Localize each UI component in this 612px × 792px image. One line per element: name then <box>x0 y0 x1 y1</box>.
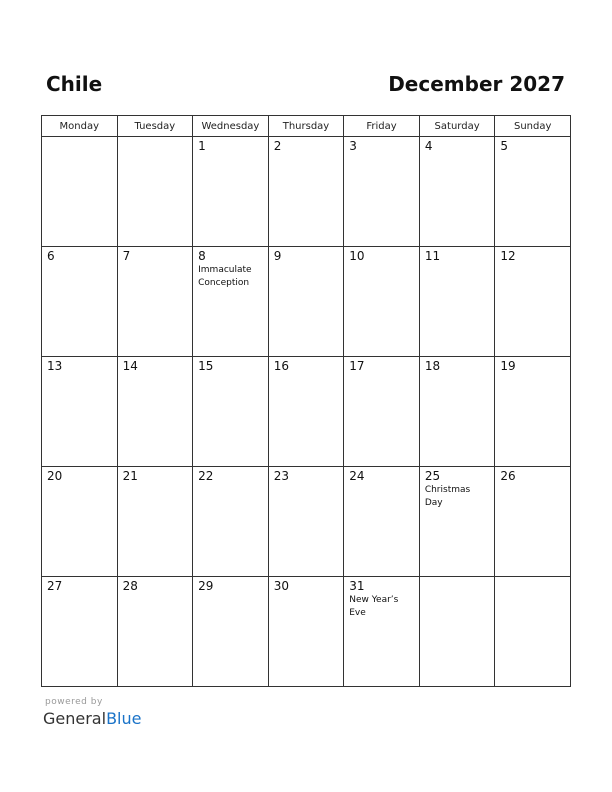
day-number: 5 <box>500 139 509 153</box>
day-cell <box>193 577 269 687</box>
day-number: 1 <box>198 139 206 153</box>
holiday-label: Christmas Day <box>424 485 471 508</box>
day-number: 11 <box>424 249 441 263</box>
powered-by-text: powered by <box>45 697 103 707</box>
day-number: 3 <box>349 139 357 153</box>
week-row <box>42 247 571 357</box>
day-number: 28 <box>122 579 138 593</box>
weekday-sunday: Sunday <box>495 116 571 137</box>
day-cell <box>268 357 344 467</box>
day-number: 14 <box>122 359 138 373</box>
weekday-header-row <box>42 116 571 137</box>
weekday-wednesday: Wednesday <box>193 116 269 137</box>
day-cell <box>268 467 344 577</box>
day-cell <box>193 247 269 357</box>
day-number: 8 <box>198 249 206 263</box>
day-cell <box>344 247 420 357</box>
weekday-thursday: Thursday <box>268 116 344 137</box>
day-number: 13 <box>47 359 63 373</box>
day-cell <box>495 357 571 467</box>
day-number: 19 <box>500 359 516 373</box>
day-number: 22 <box>198 469 214 483</box>
weekday-friday: Friday <box>344 116 420 137</box>
day-number: 26 <box>500 469 516 483</box>
day-number: 21 <box>122 469 138 483</box>
day-number: 10 <box>349 249 365 263</box>
day-number: 20 <box>47 469 63 483</box>
day-cell <box>117 137 193 247</box>
day-cell <box>42 577 118 687</box>
day-number: 16 <box>273 359 289 373</box>
holiday-label: Immaculate Conception <box>198 265 252 288</box>
day-number: 6 <box>47 249 55 263</box>
day-cell <box>193 467 269 577</box>
day-number: 12 <box>500 249 516 263</box>
day-cell <box>344 137 420 247</box>
day-cell <box>419 577 495 687</box>
weekday-saturday: Saturday <box>419 116 495 137</box>
day-cell <box>419 467 495 577</box>
day-cell <box>117 357 193 467</box>
day-cell <box>344 467 420 577</box>
day-cell <box>42 247 118 357</box>
day-number: 23 <box>273 469 289 483</box>
day-number: 15 <box>198 359 214 373</box>
day-number: 27 <box>47 579 63 593</box>
day-cell <box>193 357 269 467</box>
country-title: Chile <box>46 72 103 96</box>
day-cell <box>419 247 495 357</box>
brand-blue-text: Blue <box>106 709 142 728</box>
week-row <box>42 577 571 687</box>
day-number: 25 <box>424 469 441 483</box>
day-number: 17 <box>349 359 365 373</box>
day-cell <box>117 467 193 577</box>
day-number: 18 <box>424 359 441 373</box>
day-number: 4 <box>424 139 433 153</box>
day-cell <box>419 137 495 247</box>
brand-logo[interactable] <box>43 709 141 729</box>
day-cell <box>495 577 571 687</box>
weekday-tuesday: Tuesday <box>117 116 193 137</box>
holiday-label: New Year’s Eve <box>349 595 399 618</box>
day-cell <box>268 137 344 247</box>
day-cell <box>268 577 344 687</box>
day-number: 7 <box>122 249 131 263</box>
day-number: 31 <box>349 579 365 593</box>
day-number: 24 <box>349 469 365 483</box>
day-cell <box>42 357 118 467</box>
day-cell <box>42 467 118 577</box>
week-row <box>42 467 571 577</box>
day-number: 30 <box>273 579 289 593</box>
day-cell <box>495 467 571 577</box>
day-number: 9 <box>273 249 282 263</box>
day-cell <box>117 577 193 687</box>
day-cell <box>117 247 193 357</box>
day-cell <box>419 357 495 467</box>
day-cell <box>268 247 344 357</box>
calendar-grid <box>41 115 571 687</box>
day-cell <box>495 247 571 357</box>
footer-branding <box>43 697 141 729</box>
week-row <box>42 357 571 467</box>
day-cell <box>344 577 420 687</box>
week-row <box>42 137 571 247</box>
day-cell <box>495 137 571 247</box>
month-title: December 2027 <box>388 72 565 96</box>
day-cell <box>344 357 420 467</box>
day-cell <box>193 137 269 247</box>
weekday-monday: Monday <box>42 116 118 137</box>
day-number: 29 <box>198 579 214 593</box>
day-cell <box>42 137 118 247</box>
brand-general-text: General <box>43 709 107 728</box>
day-number: 2 <box>273 139 282 153</box>
